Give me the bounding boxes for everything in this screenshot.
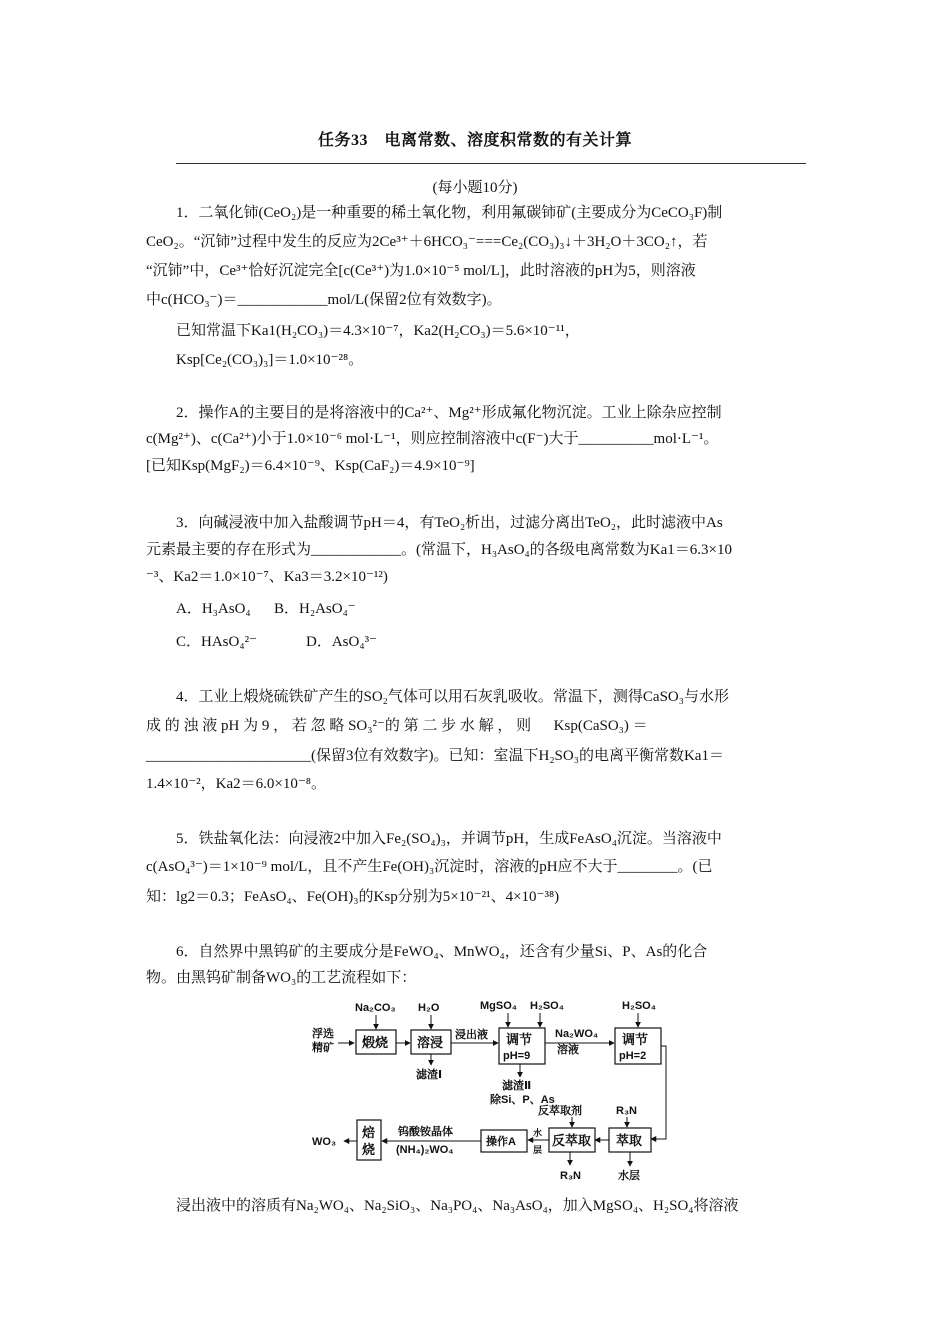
raw-ore-label-2: 精矿 (312, 1042, 334, 1054)
extract-label: 萃取 (616, 1133, 643, 1148)
roast-label-2: 烧 (362, 1142, 376, 1157)
product-wo3: WO₃ (312, 1136, 337, 1148)
mgso4-reagent: MgSO₄ (480, 1000, 518, 1012)
crystal-formula: (NH₄)₂WO₄ (396, 1144, 454, 1156)
q4-line-4: 1.4×10⁻²，Ka2＝6.0×10⁻⁸。 (146, 776, 326, 792)
q1-line-3: “沉铈”中，Ce³⁺恰好沉淀完全[c(Ce³⁺)为1.0×10⁻⁵ mol/L]，此时溶液的pH为5，则溶液 (146, 263, 696, 279)
roast-label-1: 焙 (362, 1125, 376, 1140)
q3-option-c: C．HAsO₄²⁻ (176, 634, 257, 650)
water-label-1: 水 (533, 1128, 543, 1138)
q1-line-2: CeO₂。“沉铈”过程中发生的反应为2Ce³⁺＋6HCO₃⁻===Ce₂(CO₃)₃↓＋3H₂O＋3CO₂↑，若 (146, 234, 708, 250)
q3-line-3: ⁻³、Ka2＝1.0×10⁻⁷、Ka3＝3.2×10⁻¹²) (146, 569, 388, 585)
q5-line-1: 5．铁盐氧化法：向浸液2中加入Fe₂(SO₄)₃，并调节pH，生成FeAsO₄沉淀。当溶液中 (176, 831, 722, 847)
q3-option-b: B．H₂AsO₄⁻ (274, 601, 356, 617)
q1-line-5: 已知常温下Ka1(H₂CO₃)＝4.3×10⁻⁷，Ka2(H₂CO₃)＝5.6×10⁻¹¹， (176, 323, 580, 339)
water-layer: 水层 (618, 1170, 640, 1182)
calcine-label: 煅烧 (362, 1035, 389, 1050)
r3n-reagent-top: R₃N (616, 1105, 637, 1117)
q6-line-2: 物。由黑钨矿制备WO₃的工艺流程如下： (146, 970, 417, 986)
na2wo4-label-2: 溶液 (557, 1044, 579, 1056)
residue-2: 滤渣Ⅱ (502, 1080, 532, 1092)
q2-line-2: c(Mg²⁺)、c(Ca²⁺)小于1.0×10⁻⁶ mol·L⁻¹，则应控制溶液中c(F⁻)大于__________mol·L⁻¹。 (146, 431, 719, 447)
q4-line-1: 4．工业上煅烧硫铁矿产生的SO₂气体可以用石灰乳吸收。常温下，测得CaSO₃与水形 (176, 689, 729, 705)
q3-option-a: A．H₃AsO₄ (176, 601, 251, 617)
adjust-ph9-label-2: pH=9 (503, 1050, 531, 1062)
na2wo4-label-1: Na₂WO₄ (555, 1028, 599, 1040)
q3-line-1: 3．向碱浸液中加入盐酸调节pH＝4，有TeO₂析出，过滤分离出TeO₂，此时滤液中As (176, 515, 723, 531)
q5-line-2: c(AsO₄³⁻)＝1×10⁻⁹ mol/L，且不产生Fe(OH)₃沉淀时，溶液的pH应不大于________。(已 (146, 859, 713, 875)
remove-impurities: 除Si、P、As (490, 1094, 555, 1106)
q2-line-3: [已知Ksp(MgF₂)＝6.4×10⁻⁹、Ksp(CaF₂)＝4.9×10⁻⁹] (146, 458, 475, 474)
page-title: 任务33 电离常数、溶度积常数的有关计算 (317, 132, 632, 149)
q2-line-1: 2．操作A的主要目的是将溶液中的Ca²⁺、Mg²⁺形成氟化物沉淀。工业上除杂应控制 (176, 405, 722, 421)
h2so4-reagent-2: H₂SO₄ (622, 1000, 656, 1012)
raw-ore-label-1: 浮选 (312, 1028, 334, 1040)
adjust-ph2-label-1: 调节 (622, 1032, 649, 1047)
score-note: (每小题10分) (432, 180, 518, 196)
q1-line-1: 1．二氧化铈(CeO₂)是一种重要的稀土氧化物，利用氟碳铈矿(主要成分为CeCO₃F)制 (176, 205, 723, 221)
leach-label: 溶浸 (417, 1035, 444, 1050)
q1-line-6: Ksp[Ce₂(CO₃)₃]＝1.0×10⁻²⁸。 (176, 352, 364, 368)
q5-line-3: 知：lg2＝0.3；FeAsO₄、Fe(OH)₃的Ksp分别为5×10⁻²¹、4×10⁻³⁸) (146, 889, 560, 905)
crystal-name: 钨酸铵晶体 (398, 1126, 453, 1138)
operation-a-label: 操作A (486, 1136, 516, 1148)
back-extract-agent: 反萃取剂 (538, 1105, 582, 1117)
adjust-ph2-label-2: pH=2 (619, 1050, 647, 1062)
residue-1: 滤渣Ⅰ (416, 1069, 443, 1081)
q3-line-2: 元素最主要的存在形式为____________。(常温下，H₃AsO₄的各级电离常数为Ka1＝6.3×10 (146, 542, 732, 558)
leachate-label: 浸出液 (455, 1029, 488, 1041)
h2so4-reagent-1: H₂SO₄ (530, 1000, 564, 1012)
q1-line-4: 中c(HCO₃⁻)＝____________mol/L(保留2位有效数字)。 (146, 292, 502, 308)
na2co3-reagent: Na₂CO₃ (355, 1002, 396, 1014)
title-divider (176, 163, 806, 164)
q6-line-1: 6．自然界中黑钨矿的主要成分是FeWO₄、MnWO₄，还含有少量Si、P、As的化合 (176, 944, 708, 960)
adjust-ph9-label-1: 调节 (506, 1032, 533, 1047)
back-extract-label: 反萃取 (552, 1133, 592, 1148)
q4-line-3: ______________________(保留3位有效数字)。已知：室温下H₂SO₃的电离平衡常数Ka1＝ (146, 748, 724, 764)
q3-option-d: D．AsO₄³⁻ (306, 634, 377, 650)
q4-line-2: 成 的 浊 液 pH 为 9 ， 若 忽 略 SO₃²⁻的 第 二 步 水 解 ， 则 Ksp(CaSO₃) ＝ (146, 718, 648, 734)
water-label-2: 层 (533, 1145, 543, 1155)
process-flowchart (300, 993, 680, 1188)
q6-line-3: 浸出液中的溶质有Na₂WO₄、Na₂SiO₃、Na₃PO₄、Na₃AsO₄，加入MgSO₄、H₂SO₄将溶液 (176, 1198, 739, 1214)
r3n-bottom: R₃N (560, 1170, 581, 1182)
water-reagent: H₂O (418, 1002, 440, 1014)
